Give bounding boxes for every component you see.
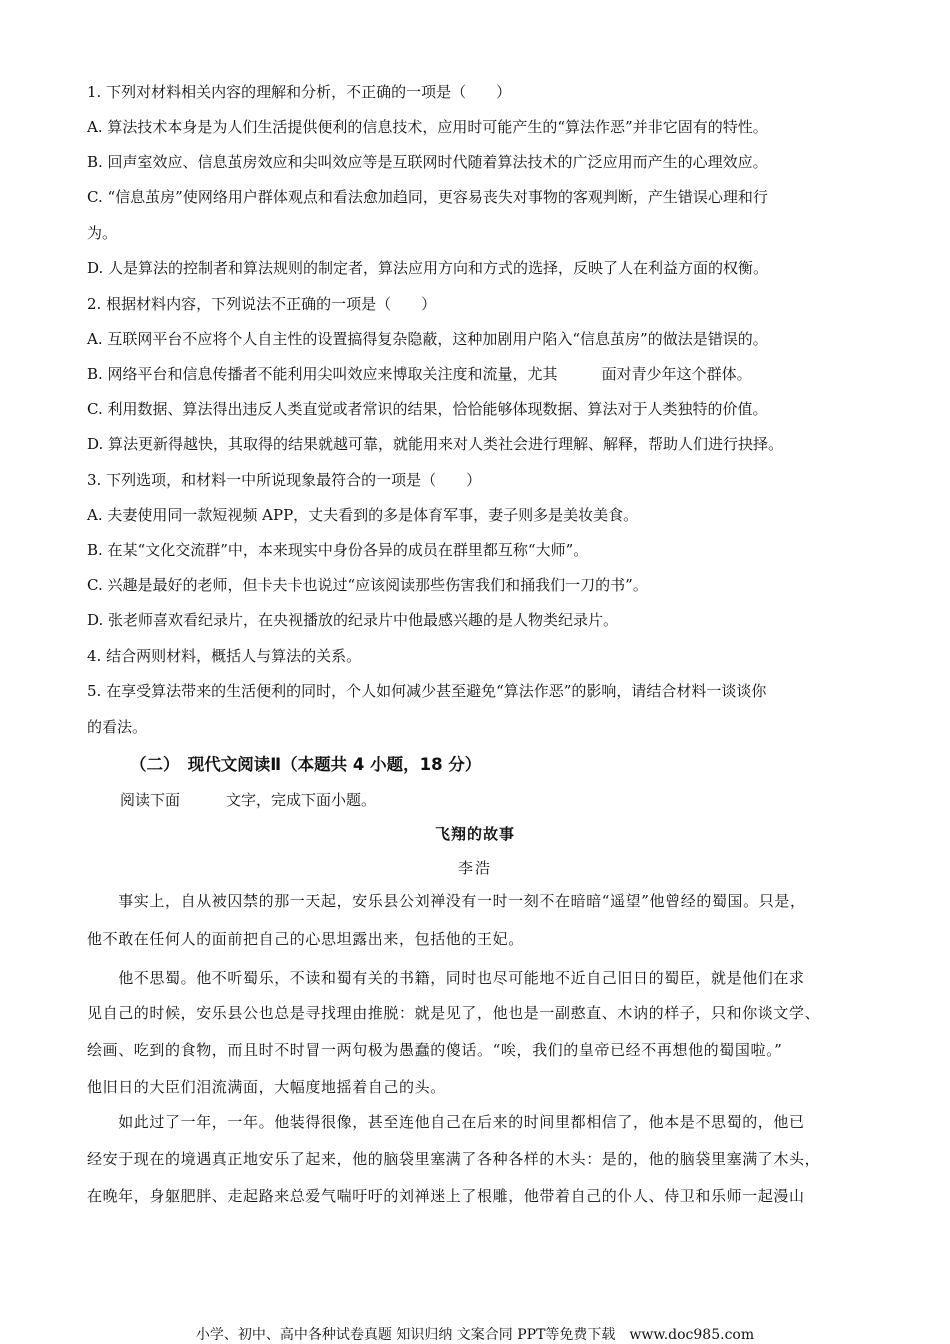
q2-option-b-left: B. 网络平台和信息传播者不能利用尖叫效应来博取关注度和流量，尤其 — [87, 365, 558, 383]
q1-option-a: A. 算法技术本身是为人们生活提供便利的信息技术，应用时可能产生的“算法作恶”并非它固有的特性。 — [87, 118, 768, 136]
q2-option-b-right: 面对青少年这个群体。 — [601, 365, 752, 383]
q2-option-c: C. 利用数据、算法得出违反人类直觉或者常识的结果，恰恰能够体现数据、算法对于人类独特的价值。 — [87, 400, 768, 418]
q3-option-a: A. 夫妻使用同一款短视频 APP，丈夫看到的多是体育军事，妻子则多是美妆美食。 — [87, 506, 639, 524]
story-p3-line1: 如此过了一年，一年。他装得很像，甚至连他自己在后来的时间里都相信了，他本是不思蜀的，他已 — [87, 1113, 805, 1131]
q2-option-d: D. 算法更新得越快，其取得的结果就越可靠，就能用来对人类社会进行理解、解释，帮助人们进行抉择。 — [87, 435, 784, 453]
story-p3-line2: 经安于现在的境遇真正地安乐了起来，他的脑袋里塞满了各种各样的木头：是的，他的脑袋里塞满了木头， — [87, 1150, 821, 1168]
story-p2-line4: 他旧日的大臣们泪流满面，大幅度地摇着自己的头。 — [87, 1078, 446, 1096]
section-heading: （二） 现代文阅读Ⅱ（本题共 4 小题，18 分） — [130, 755, 482, 774]
q2-option-b — [87, 364, 877, 384]
q3-option-c: C. 兴趣是最好的老师，但卡夫卡也说过“应该阅读那些伤害我们和捅我们一刀的书”。 — [87, 576, 648, 594]
q3-option-d: D. 张老师喜欢看纪录片，在央视播放的纪录片中他最感兴趣的是人物类纪录片。 — [87, 611, 619, 629]
q1-option-b: B. 回声室效应、信息茧房效应和尖叫效应等是互联网时代随着算法技术的广泛应用而产生的心理效应。 — [87, 153, 768, 171]
q1-option-c-line2: 为。 — [87, 224, 118, 242]
story-p1-line1: 事实上，自从被囚禁的那一天起，安乐县公刘禅没有一时一刻不在暗暗“遥望”他曾经的蜀国。只是， — [87, 892, 806, 910]
q4-stem: 4. 结合两则材料，概括人与算法的关系。 — [87, 647, 362, 665]
q1-option-d: D. 人是算法的控制者和算法规则的制定者，算法应用方向和方式的选择，反映了人在利益方面的权衡。 — [87, 259, 769, 277]
q3-stem: 3. 下列选项，和材料一中所说现象最符合的一项是（ ） — [87, 471, 482, 489]
q2-option-a: A. 互联网平台不应将个人自主性的设置搞得复杂隐蔽，这种加剧用户陷入“信息茧房”的做法是错误的。 — [87, 330, 768, 348]
reading-instruction — [120, 790, 910, 810]
q1-stem: 1. 下列对材料相关内容的理解和分析，不正确的一项是（ ） — [87, 83, 512, 101]
story-p3-line3: 在晚年，身躯肥胖、走起路来总爱气喘吁吁的刘禅迷上了根雕，他带着自己的仆人、侍卫和乐师一起漫山 — [87, 1187, 805, 1205]
story-author: 李浩 — [457, 859, 492, 877]
instruction-left: 阅读下面 — [120, 791, 181, 809]
q5-line2: 的看法。 — [87, 718, 148, 736]
q2-stem: 2. 根据材料内容，下列说法不正确的一项是（ ） — [87, 295, 437, 313]
footer-text: 小学、初中、高中各种试卷真题 知识归纳 文案合同 PPT等免费下载 — [195, 1327, 616, 1343]
story-p2-line3: 绘画、吃到的食物，而且时不时冒一两句极为愚蠢的傻话。“唉，我们的皇帝已经不再想他的蜀国啦。” — [87, 1041, 783, 1059]
story-p2-line2: 见自己的时候，安乐县公也总是寻找理由推脱：就是见了，他也是一副憨直、木讷的样子，只和你谈文学、 — [87, 1004, 821, 1022]
instruction-right: 文字，完成下面小题。 — [226, 791, 377, 809]
story-title: 飞翔的故事 — [434, 825, 515, 843]
story-p1-line2: 他不敢在任何人的面前把自己的心思坦露出来，包括他的王妃。 — [87, 930, 524, 948]
page-footer — [0, 1324, 950, 1344]
q1-option-c-line1: C. “信息茧房”使网络用户群体观点和看法愈加趋同，更容易丧失对事物的客观判断，产生错误心理和行 — [87, 188, 768, 206]
footer-url[interactable]: www.doc985.com — [629, 1327, 755, 1343]
story-p2-line1: 他不思蜀。他不听蜀乐，不读和蜀有关的书籍，同时也尽可能地不近自己旧日的蜀臣，就是他们在求 — [87, 969, 805, 987]
q3-option-b: B. 在某“文化交流群”中，本来现实中身份各异的成员在群里都互称“大师”。 — [87, 541, 589, 559]
q5-line1: 5. 在享受算法带来的生活便利的同时，个人如何减少甚至避免“算法作恶”的影响，请结合材料一谈谈你 — [87, 682, 767, 700]
